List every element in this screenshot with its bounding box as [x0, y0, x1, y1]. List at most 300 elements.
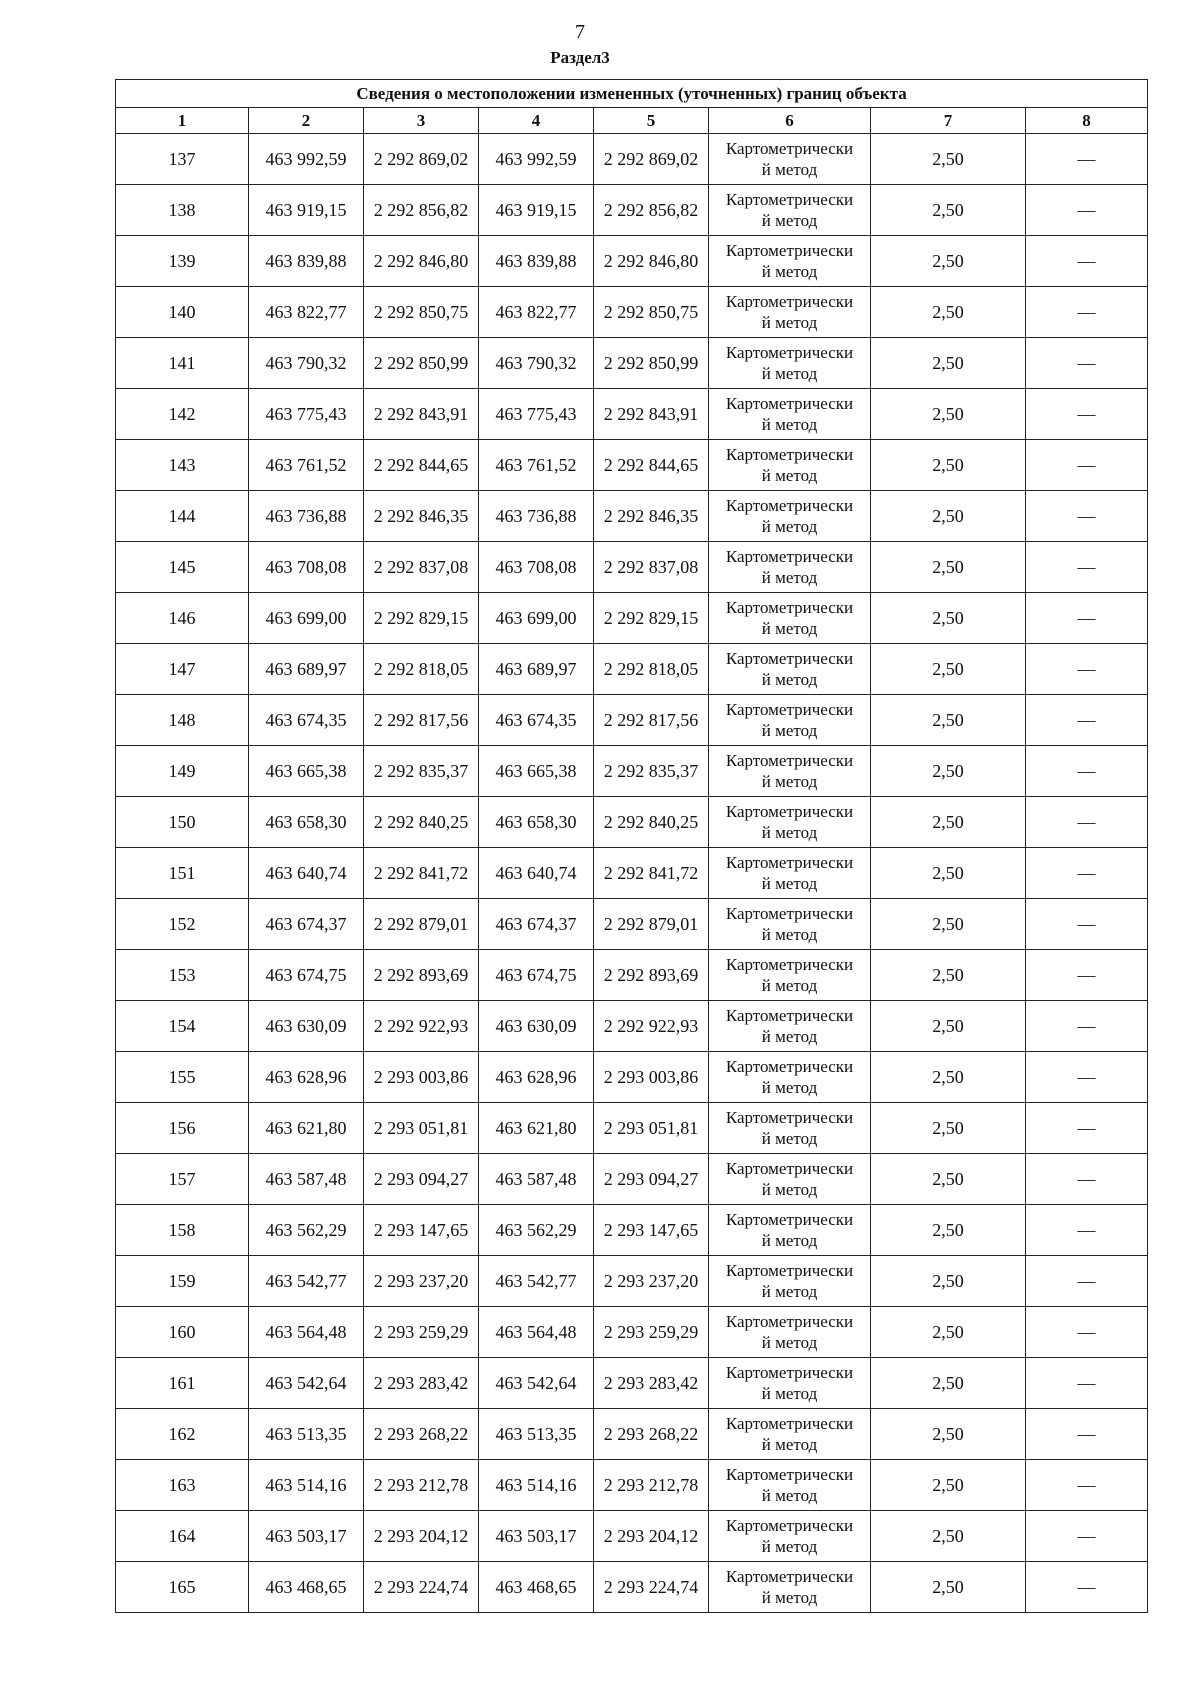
section-title: Раздел3 [550, 48, 610, 67]
accuracy-cell: 2,50 [871, 1103, 1026, 1154]
method-text: Картометрически [725, 1312, 854, 1331]
description-cell: — [1026, 899, 1148, 950]
method-text: й метод [761, 466, 818, 485]
description-cell: — [1026, 1154, 1148, 1205]
method-text: Картометрически [725, 343, 854, 362]
coordinate-x-cell: 463 790,32 [479, 338, 594, 389]
table-row [116, 1205, 1148, 1256]
coordinate-y-cell: 2 292 856,82 [594, 185, 709, 236]
point-number-cell: 139 [116, 236, 249, 287]
method-text: Картометрически [725, 1465, 854, 1484]
coordinate-y-cell: 2 292 846,80 [594, 236, 709, 287]
table-row [116, 1052, 1148, 1103]
table-row [116, 899, 1148, 950]
method-cell [709, 644, 871, 695]
method-text: Картометрически [725, 190, 854, 209]
table-row [116, 797, 1148, 848]
table-row [116, 1358, 1148, 1409]
coordinate-y-cell: 2 292 829,15 [594, 593, 709, 644]
coordinate-x-cell: 463 775,43 [249, 389, 364, 440]
coordinate-x-cell: 463 665,38 [479, 746, 594, 797]
coordinate-x-cell: 463 699,00 [479, 593, 594, 644]
coordinate-y-cell: 2 292 840,25 [364, 797, 479, 848]
coordinate-y-cell: 2 293 224,74 [594, 1562, 709, 1613]
method-text: й метод [761, 1537, 818, 1556]
table-row [116, 848, 1148, 899]
coordinate-x-cell: 463 542,64 [479, 1358, 594, 1409]
description-cell: — [1026, 848, 1148, 899]
coordinate-x-cell: 463 822,77 [479, 287, 594, 338]
method-cell [709, 1103, 871, 1154]
coordinate-x-cell: 463 640,74 [479, 848, 594, 899]
description-cell: — [1026, 1460, 1148, 1511]
page-number: 7 [575, 21, 585, 43]
method-cell [709, 950, 871, 1001]
accuracy-cell: 2,50 [871, 950, 1026, 1001]
column-number: 3 [364, 108, 479, 134]
coordinate-x-cell: 463 674,75 [249, 950, 364, 1001]
description-cell: — [1026, 338, 1148, 389]
point-number-cell: 158 [116, 1205, 249, 1256]
coordinate-x-cell: 463 665,38 [249, 746, 364, 797]
coordinate-x-cell: 463 689,97 [479, 644, 594, 695]
method-cell [709, 287, 871, 338]
coordinate-x-cell: 463 761,52 [249, 440, 364, 491]
point-number-cell: 159 [116, 1256, 249, 1307]
coordinate-y-cell: 2 292 817,56 [364, 695, 479, 746]
coordinate-x-cell: 463 513,35 [249, 1409, 364, 1460]
coordinate-x-cell: 463 674,35 [249, 695, 364, 746]
accuracy-cell: 2,50 [871, 899, 1026, 950]
coordinate-x-cell: 463 503,17 [479, 1511, 594, 1562]
coordinate-x-cell: 463 621,80 [479, 1103, 594, 1154]
method-cell [709, 440, 871, 491]
accuracy-cell: 2,50 [871, 1154, 1026, 1205]
method-cell [709, 542, 871, 593]
method-text: Картометрически [725, 1006, 854, 1025]
coordinate-y-cell: 2 292 843,91 [364, 389, 479, 440]
method-text: Картометрически [725, 1414, 854, 1433]
method-text: Картометрически [725, 1057, 854, 1076]
method-cell [709, 1358, 871, 1409]
point-number-cell: 152 [116, 899, 249, 950]
coordinate-y-cell: 2 292 818,05 [364, 644, 479, 695]
description-cell: — [1026, 1052, 1148, 1103]
method-cell [709, 185, 871, 236]
table-row [116, 746, 1148, 797]
method-text: Картометрически [725, 1567, 854, 1586]
description-cell: — [1026, 1103, 1148, 1154]
coordinate-x-cell: 463 674,75 [479, 950, 594, 1001]
method-text: й метод [761, 1384, 818, 1403]
method-text: й метод [761, 1129, 818, 1148]
method-cell [709, 1256, 871, 1307]
point-number-cell: 148 [116, 695, 249, 746]
coordinate-x-cell: 463 542,77 [249, 1256, 364, 1307]
point-number-cell: 138 [116, 185, 249, 236]
method-text: Картометрически [725, 292, 854, 311]
description-cell: — [1026, 287, 1148, 338]
coordinate-x-cell: 463 689,97 [249, 644, 364, 695]
accuracy-cell: 2,50 [871, 1511, 1026, 1562]
coordinate-y-cell: 2 293 237,20 [364, 1256, 479, 1307]
coordinate-x-cell: 463 839,88 [479, 236, 594, 287]
method-text: Картометрически [725, 445, 854, 464]
description-cell: — [1026, 236, 1148, 287]
coordinate-y-cell: 2 292 843,91 [594, 389, 709, 440]
coordinate-x-cell: 463 514,16 [479, 1460, 594, 1511]
accuracy-cell: 2,50 [871, 1562, 1026, 1613]
coordinate-x-cell: 463 822,77 [249, 287, 364, 338]
coordinate-x-cell: 463 674,37 [249, 899, 364, 950]
boundary-coordinates-table [115, 79, 1148, 1613]
table-row [116, 1256, 1148, 1307]
coordinate-y-cell: 2 293 224,74 [364, 1562, 479, 1613]
coordinate-y-cell: 2 292 893,69 [364, 950, 479, 1001]
method-text: й метод [761, 1435, 818, 1454]
description-cell: — [1026, 1409, 1148, 1460]
column-number: 1 [116, 108, 249, 134]
table-row [116, 185, 1148, 236]
coordinate-x-cell: 463 468,65 [479, 1562, 594, 1613]
description-cell: — [1026, 1358, 1148, 1409]
coordinate-y-cell: 2 292 922,93 [364, 1001, 479, 1052]
coordinate-x-cell: 463 562,29 [479, 1205, 594, 1256]
method-text: й метод [761, 772, 818, 791]
method-text: Картометрически [725, 394, 854, 413]
coordinate-x-cell: 463 542,64 [249, 1358, 364, 1409]
table-row [116, 1001, 1148, 1052]
method-text: Картометрически [725, 139, 854, 158]
coordinate-y-cell: 2 293 003,86 [364, 1052, 479, 1103]
coordinate-y-cell: 2 292 846,80 [364, 236, 479, 287]
coordinate-y-cell: 2 293 204,12 [364, 1511, 479, 1562]
method-text: Картометрически [725, 649, 854, 668]
accuracy-cell: 2,50 [871, 1001, 1026, 1052]
coordinate-y-cell: 2 292 869,02 [364, 134, 479, 185]
coordinate-y-cell: 2 292 841,72 [364, 848, 479, 899]
accuracy-cell: 2,50 [871, 134, 1026, 185]
column-number: 2 [249, 108, 364, 134]
table-row [116, 1307, 1148, 1358]
accuracy-cell: 2,50 [871, 1409, 1026, 1460]
coordinate-y-cell: 2 293 094,27 [594, 1154, 709, 1205]
point-number-cell: 157 [116, 1154, 249, 1205]
point-number-cell: 142 [116, 389, 249, 440]
coordinate-y-cell: 2 292 879,01 [364, 899, 479, 950]
coordinate-x-cell: 463 674,37 [479, 899, 594, 950]
coordinate-x-cell: 463 658,30 [249, 797, 364, 848]
coordinate-y-cell: 2 292 879,01 [594, 899, 709, 950]
accuracy-cell: 2,50 [871, 440, 1026, 491]
accuracy-cell: 2,50 [871, 593, 1026, 644]
coordinate-x-cell: 463 992,59 [249, 134, 364, 185]
description-cell: — [1026, 593, 1148, 644]
description-cell: — [1026, 1256, 1148, 1307]
coordinate-x-cell: 463 839,88 [249, 236, 364, 287]
method-text: Картометрически [725, 1108, 854, 1127]
method-cell [709, 1052, 871, 1103]
table-row [116, 287, 1148, 338]
coordinate-x-cell: 463 736,88 [249, 491, 364, 542]
method-cell [709, 1511, 871, 1562]
table-row [116, 1511, 1148, 1562]
method-cell [709, 1001, 871, 1052]
method-cell [709, 1409, 871, 1460]
point-number-cell: 160 [116, 1307, 249, 1358]
coordinate-x-cell: 463 587,48 [479, 1154, 594, 1205]
description-cell: — [1026, 797, 1148, 848]
method-cell [709, 134, 871, 185]
coordinate-y-cell: 2 293 094,27 [364, 1154, 479, 1205]
table-row [116, 950, 1148, 1001]
method-cell [709, 338, 871, 389]
method-cell [709, 1307, 871, 1358]
coordinate-x-cell: 463 621,80 [249, 1103, 364, 1154]
accuracy-cell: 2,50 [871, 287, 1026, 338]
table-row [116, 134, 1148, 185]
coordinate-x-cell: 463 658,30 [479, 797, 594, 848]
method-text: Картометрически [725, 241, 854, 260]
point-number-cell: 155 [116, 1052, 249, 1103]
table-row [116, 491, 1148, 542]
coordinate-x-cell: 463 640,74 [249, 848, 364, 899]
method-text: й метод [761, 823, 818, 842]
coordinate-y-cell: 2 293 003,86 [594, 1052, 709, 1103]
description-cell: — [1026, 185, 1148, 236]
table-row [116, 236, 1148, 287]
method-cell [709, 746, 871, 797]
description-cell: — [1026, 542, 1148, 593]
table-caption: Сведения о местоположении измененных (уточненных) границ объекта [116, 80, 1148, 108]
coordinate-x-cell: 463 708,08 [249, 542, 364, 593]
description-cell: — [1026, 1205, 1148, 1256]
method-text: Картометрически [725, 547, 854, 566]
method-text: й метод [761, 874, 818, 893]
coordinate-y-cell: 2 293 283,42 [364, 1358, 479, 1409]
coordinate-x-cell: 463 674,35 [479, 695, 594, 746]
method-text: й метод [761, 313, 818, 332]
point-number-cell: 156 [116, 1103, 249, 1154]
table-caption-row [116, 80, 1148, 108]
coordinate-y-cell: 2 293 147,65 [364, 1205, 479, 1256]
coordinate-y-cell: 2 292 850,99 [364, 338, 479, 389]
coordinate-y-cell: 2 292 850,75 [364, 287, 479, 338]
method-text: Картометрически [725, 700, 854, 719]
accuracy-cell: 2,50 [871, 848, 1026, 899]
coordinate-x-cell: 463 564,48 [249, 1307, 364, 1358]
method-text: Картометрически [725, 598, 854, 617]
method-text: й метод [761, 1027, 818, 1046]
accuracy-cell: 2,50 [871, 185, 1026, 236]
method-text: й метод [761, 1078, 818, 1097]
point-number-cell: 153 [116, 950, 249, 1001]
description-cell: — [1026, 1562, 1148, 1613]
coordinate-y-cell: 2 292 817,56 [594, 695, 709, 746]
table-row [116, 1103, 1148, 1154]
table-row [116, 593, 1148, 644]
method-text: Картометрически [725, 1261, 854, 1280]
coordinate-y-cell: 2 292 837,08 [594, 542, 709, 593]
accuracy-cell: 2,50 [871, 1307, 1026, 1358]
point-number-cell: 140 [116, 287, 249, 338]
table-row [116, 695, 1148, 746]
coordinate-y-cell: 2 292 835,37 [594, 746, 709, 797]
method-text: й метод [761, 721, 818, 740]
coordinate-y-cell: 2 293 204,12 [594, 1511, 709, 1562]
method-text: й метод [761, 364, 818, 383]
method-cell [709, 389, 871, 440]
method-cell [709, 899, 871, 950]
method-text: Картометрически [725, 904, 854, 923]
coordinate-x-cell: 463 628,96 [479, 1052, 594, 1103]
description-cell: — [1026, 1307, 1148, 1358]
method-text: й метод [761, 1486, 818, 1505]
table-row [116, 1154, 1148, 1205]
accuracy-cell: 2,50 [871, 746, 1026, 797]
method-cell [709, 236, 871, 287]
coordinate-x-cell: 463 992,59 [479, 134, 594, 185]
method-text: й метод [761, 1588, 818, 1607]
column-number: 5 [594, 108, 709, 134]
description-cell: — [1026, 695, 1148, 746]
column-number: 4 [479, 108, 594, 134]
coordinate-y-cell: 2 292 835,37 [364, 746, 479, 797]
column-number: 8 [1026, 108, 1148, 134]
description-cell: — [1026, 1001, 1148, 1052]
column-number-row [116, 108, 1148, 134]
description-cell: — [1026, 1511, 1148, 1562]
method-cell [709, 1205, 871, 1256]
point-number-cell: 165 [116, 1562, 249, 1613]
point-number-cell: 150 [116, 797, 249, 848]
coordinate-y-cell: 2 292 818,05 [594, 644, 709, 695]
coordinate-x-cell: 463 503,17 [249, 1511, 364, 1562]
description-cell: — [1026, 389, 1148, 440]
coordinate-x-cell: 463 513,35 [479, 1409, 594, 1460]
method-text: й метод [761, 211, 818, 230]
method-cell [709, 491, 871, 542]
table-row [116, 1562, 1148, 1613]
point-number-cell: 161 [116, 1358, 249, 1409]
coordinate-y-cell: 2 293 259,29 [364, 1307, 479, 1358]
method-text: й метод [761, 568, 818, 587]
coordinate-y-cell: 2 293 268,22 [594, 1409, 709, 1460]
coordinate-x-cell: 463 790,32 [249, 338, 364, 389]
coordinate-y-cell: 2 292 829,15 [364, 593, 479, 644]
accuracy-cell: 2,50 [871, 542, 1026, 593]
coordinate-y-cell: 2 293 283,42 [594, 1358, 709, 1409]
point-number-cell: 151 [116, 848, 249, 899]
method-text: й метод [761, 262, 818, 281]
method-text: й метод [761, 1282, 818, 1301]
method-cell [709, 593, 871, 644]
method-text: й метод [761, 517, 818, 536]
accuracy-cell: 2,50 [871, 1052, 1026, 1103]
description-cell: — [1026, 134, 1148, 185]
method-text: Картометрически [725, 1516, 854, 1535]
method-cell [709, 797, 871, 848]
method-text: й метод [761, 1231, 818, 1250]
description-cell: — [1026, 746, 1148, 797]
point-number-cell: 144 [116, 491, 249, 542]
coordinate-y-cell: 2 292 841,72 [594, 848, 709, 899]
coordinate-x-cell: 463 562,29 [249, 1205, 364, 1256]
method-cell [709, 848, 871, 899]
coordinate-y-cell: 2 292 922,93 [594, 1001, 709, 1052]
accuracy-cell: 2,50 [871, 1460, 1026, 1511]
accuracy-cell: 2,50 [871, 338, 1026, 389]
coordinate-y-cell: 2 293 051,81 [594, 1103, 709, 1154]
accuracy-cell: 2,50 [871, 389, 1026, 440]
method-text: Картометрически [725, 1159, 854, 1178]
method-text: Картометрически [725, 802, 854, 821]
accuracy-cell: 2,50 [871, 236, 1026, 287]
point-number-cell: 162 [116, 1409, 249, 1460]
coordinate-x-cell: 463 699,00 [249, 593, 364, 644]
description-cell: — [1026, 644, 1148, 695]
coordinate-y-cell: 2 293 147,65 [594, 1205, 709, 1256]
method-text: й метод [761, 670, 818, 689]
method-text: й метод [761, 976, 818, 995]
coordinate-y-cell: 2 292 840,25 [594, 797, 709, 848]
point-number-cell: 154 [116, 1001, 249, 1052]
accuracy-cell: 2,50 [871, 695, 1026, 746]
point-number-cell: 145 [116, 542, 249, 593]
coordinate-y-cell: 2 293 051,81 [364, 1103, 479, 1154]
accuracy-cell: 2,50 [871, 797, 1026, 848]
method-text: Картометрически [725, 853, 854, 872]
coordinate-x-cell: 463 919,15 [479, 185, 594, 236]
point-number-cell: 137 [116, 134, 249, 185]
method-text: й метод [761, 1180, 818, 1199]
accuracy-cell: 2,50 [871, 644, 1026, 695]
coordinate-x-cell: 463 761,52 [479, 440, 594, 491]
table-row [116, 542, 1148, 593]
method-text: Картометрически [725, 751, 854, 770]
table-row [116, 440, 1148, 491]
coordinate-x-cell: 463 542,77 [479, 1256, 594, 1307]
point-number-cell: 141 [116, 338, 249, 389]
coordinate-x-cell: 463 630,09 [479, 1001, 594, 1052]
coordinate-x-cell: 463 468,65 [249, 1562, 364, 1613]
method-text: Картометрически [725, 955, 854, 974]
description-cell: — [1026, 491, 1148, 542]
coordinate-x-cell: 463 587,48 [249, 1154, 364, 1205]
coordinate-y-cell: 2 292 893,69 [594, 950, 709, 1001]
coordinate-y-cell: 2 293 212,78 [594, 1460, 709, 1511]
point-number-cell: 163 [116, 1460, 249, 1511]
method-text: й метод [761, 160, 818, 179]
method-cell [709, 695, 871, 746]
coordinate-y-cell: 2 292 850,75 [594, 287, 709, 338]
coordinate-y-cell: 2 292 844,65 [594, 440, 709, 491]
accuracy-cell: 2,50 [871, 1358, 1026, 1409]
table-row [116, 338, 1148, 389]
method-text: Картометрически [725, 1363, 854, 1382]
coordinate-y-cell: 2 293 237,20 [594, 1256, 709, 1307]
column-number: 6 [709, 108, 871, 134]
coordinate-y-cell: 2 292 846,35 [594, 491, 709, 542]
table-body [116, 134, 1148, 1613]
column-number: 7 [871, 108, 1026, 134]
coordinate-x-cell: 463 630,09 [249, 1001, 364, 1052]
description-cell: — [1026, 440, 1148, 491]
table-row [116, 644, 1148, 695]
point-number-cell: 147 [116, 644, 249, 695]
method-cell [709, 1562, 871, 1613]
point-number-cell: 146 [116, 593, 249, 644]
